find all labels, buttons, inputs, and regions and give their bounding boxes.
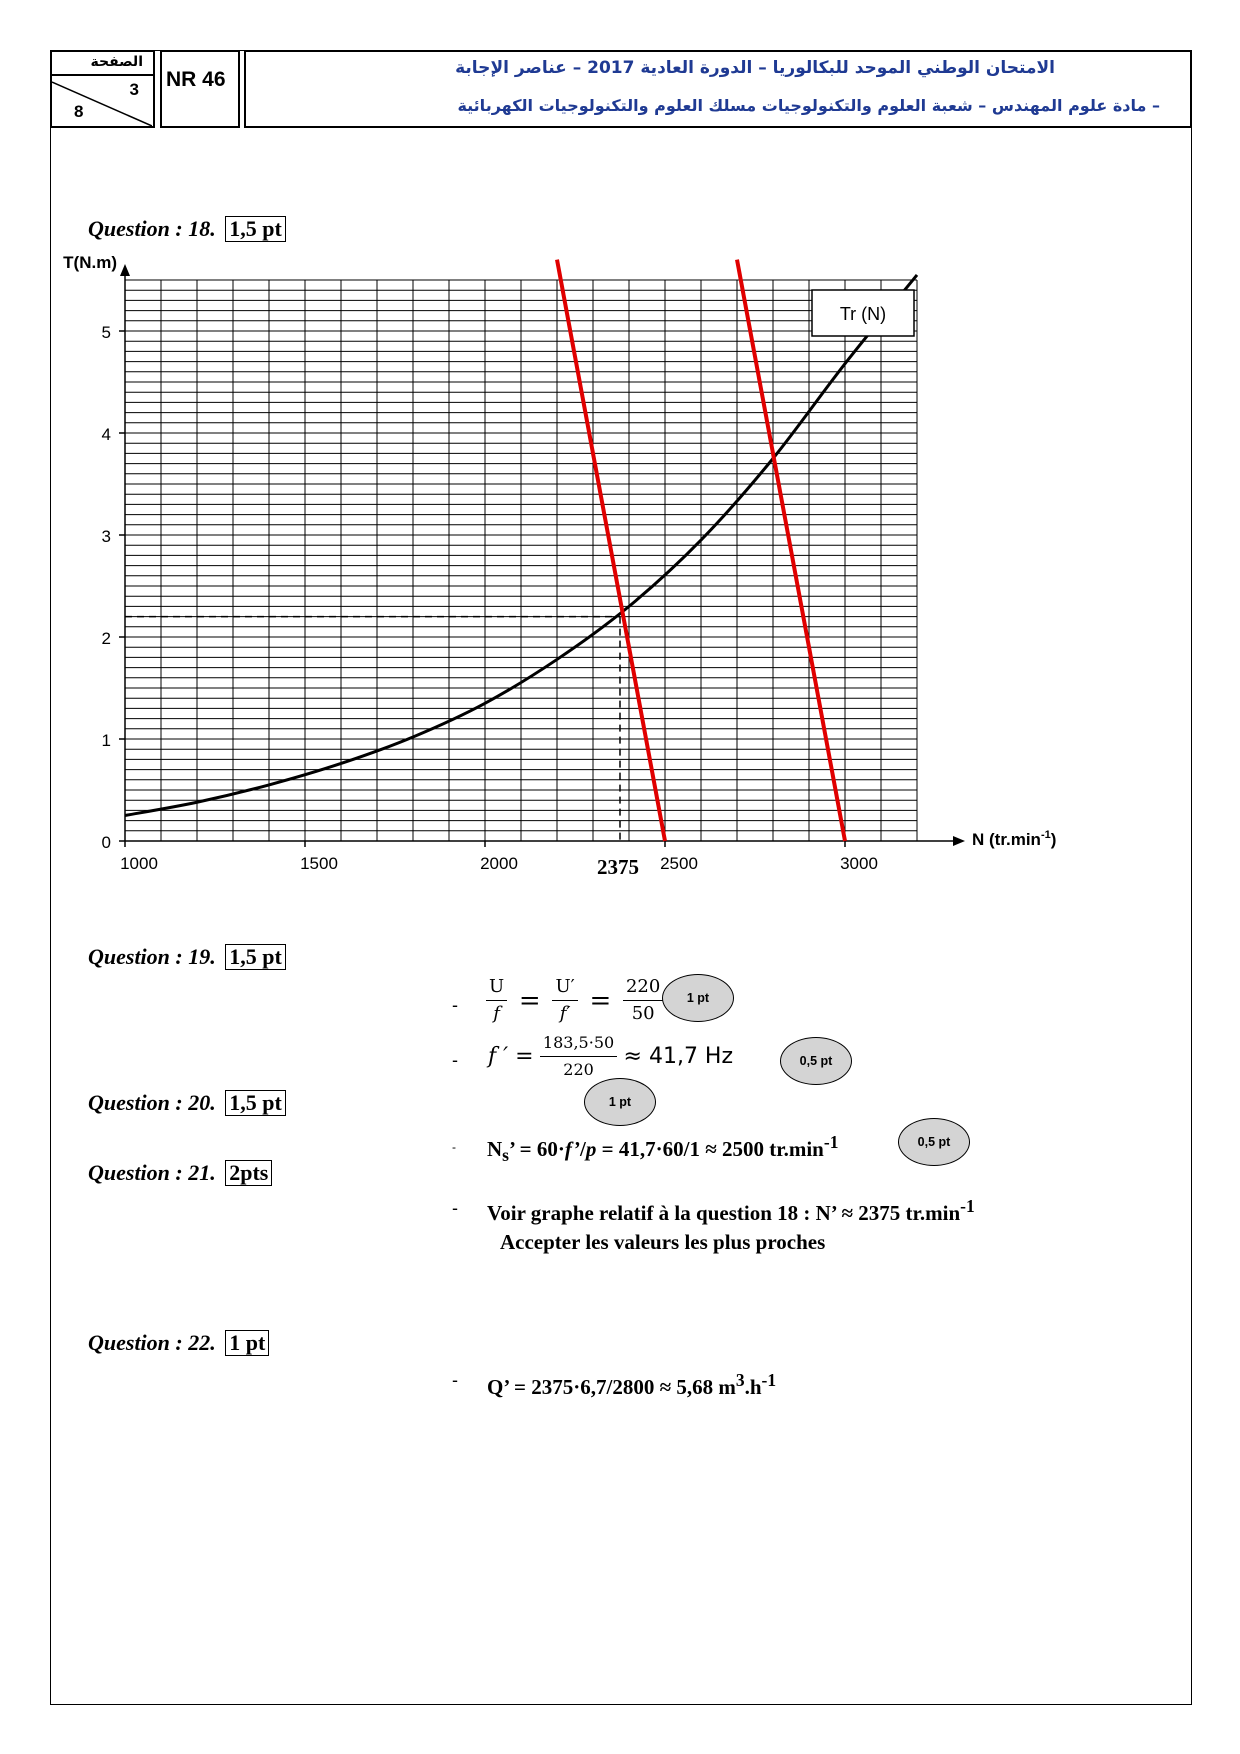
bullet-dash: - (452, 995, 458, 1015)
question-19 (88, 944, 286, 970)
question-label: Question : 20. (88, 1090, 216, 1115)
frac-num-220: 220 (623, 974, 663, 1001)
bullet-dash: - (452, 1140, 456, 1154)
legend-label: Tr (N) (839, 304, 887, 324)
x-tick-label: 1000 (120, 854, 158, 873)
freq-num: 183,5·50 (540, 1030, 617, 1057)
question-points: 2pts (225, 1160, 272, 1186)
score-badge: 1 pt (662, 974, 734, 1022)
x-axis-arrow (953, 836, 965, 846)
motor-characteristic-line-2 (737, 260, 845, 841)
speed-answer-line1: Voir graphe relatif à la question 18 : N’ ≈ 2375 $tr.\min^{-1}$ (487, 1196, 975, 1225)
bullet-dash: - (452, 1198, 458, 1218)
x-tick-label: 3000 (840, 854, 878, 873)
torque-speed-chart (40, 255, 1150, 955)
question-label: Question : 21. (88, 1160, 216, 1185)
y-tick-label: 4 (101, 425, 111, 444)
question-points: 1,5 pt (225, 944, 286, 970)
question-label: Question : 19. (88, 944, 216, 969)
frac-den-f: f (493, 1003, 500, 1024)
y-tick-label: 5 (101, 323, 111, 342)
page-total: 8 (74, 102, 84, 121)
x-axis-label: N $(tr.\min^{-1})$ (972, 829, 1057, 849)
page-number-box (50, 50, 155, 128)
frac-den-50: 50 (631, 1003, 655, 1024)
exam-title-line2: – مادة علوم المهندس – شعبة العلوم والتكنولوجيات مسلك العلوم والتكنولوجيات الكهربائية (457, 96, 1160, 115)
y-tick-label: 1 (101, 731, 111, 750)
y-axis-arrow (120, 264, 130, 276)
question-points: 1,5 pt (225, 216, 286, 242)
score-badge: 0,5 pt (780, 1037, 852, 1085)
bullet-dash: - (452, 1050, 458, 1070)
y-tick-label: 3 (101, 527, 111, 546)
frac-num-u2: U′ (552, 974, 577, 1001)
question-18 (88, 216, 286, 242)
synchronous-speed-answer: $N_s$’ = 60·f’/p = 41,7·60/1 ≈ 2500 $tr.\min^{-1}$ (487, 1132, 839, 1166)
exam-title-box (244, 50, 1192, 128)
question-label: Question : 18. (88, 216, 216, 241)
y-axis-label: T(N.m) (63, 255, 117, 272)
x-tick-label: 1500 (300, 854, 338, 873)
frequency-calculation (488, 1030, 733, 1083)
voltage-frequency-ratio: $\frac{U}{f}$ = $\frac{U'}{f'}$ = $\frac{220}{50}$ (486, 974, 663, 1027)
question-20 (88, 1090, 286, 1116)
flow-rate-answer: Q’ = 2375·6,7/2800 ≈ 5,68 $m^3.h^{-1}$ (487, 1370, 777, 1399)
frac-num-u: U (486, 974, 507, 1001)
score-badge: 1 pt (584, 1078, 656, 1126)
question-22 (88, 1330, 269, 1356)
frac-den-f2: f′ (559, 1003, 571, 1024)
exam-code-box (160, 50, 240, 128)
y-tick-label: 0 (101, 833, 111, 852)
page-number: 3 (129, 80, 139, 99)
question-points: 1 pt (225, 1330, 269, 1356)
speed-answer-line2: Accepter les valeurs les plus proches (500, 1230, 826, 1254)
freq-result: ≈ 41,7 Hz (623, 1044, 734, 1069)
page-label: الصفحة (90, 54, 143, 70)
question-label: Question : 22. (88, 1330, 216, 1355)
motor-characteristic-line-1 (557, 260, 665, 841)
question-points: 1,5 pt (225, 1090, 286, 1116)
exam-title-line1: الامتحان الوطني الموحد للبكالوريا – الدورة العادية 2017 – عناصر الإجابة (455, 58, 1055, 78)
freq-lhs: f ′ = (488, 1044, 534, 1069)
exam-code: NR 46 (166, 68, 226, 91)
bullet-dash: - (452, 1370, 458, 1390)
intersection-speed-label: 2375 (597, 855, 639, 879)
x-tick-label: 2000 (480, 854, 518, 873)
score-badge: 0,5 pt (898, 1118, 970, 1166)
question-21 (88, 1160, 272, 1186)
x-tick-label: 2500 (660, 854, 698, 873)
freq-den: 220 (563, 1060, 594, 1079)
y-tick-label: 2 (101, 629, 111, 648)
